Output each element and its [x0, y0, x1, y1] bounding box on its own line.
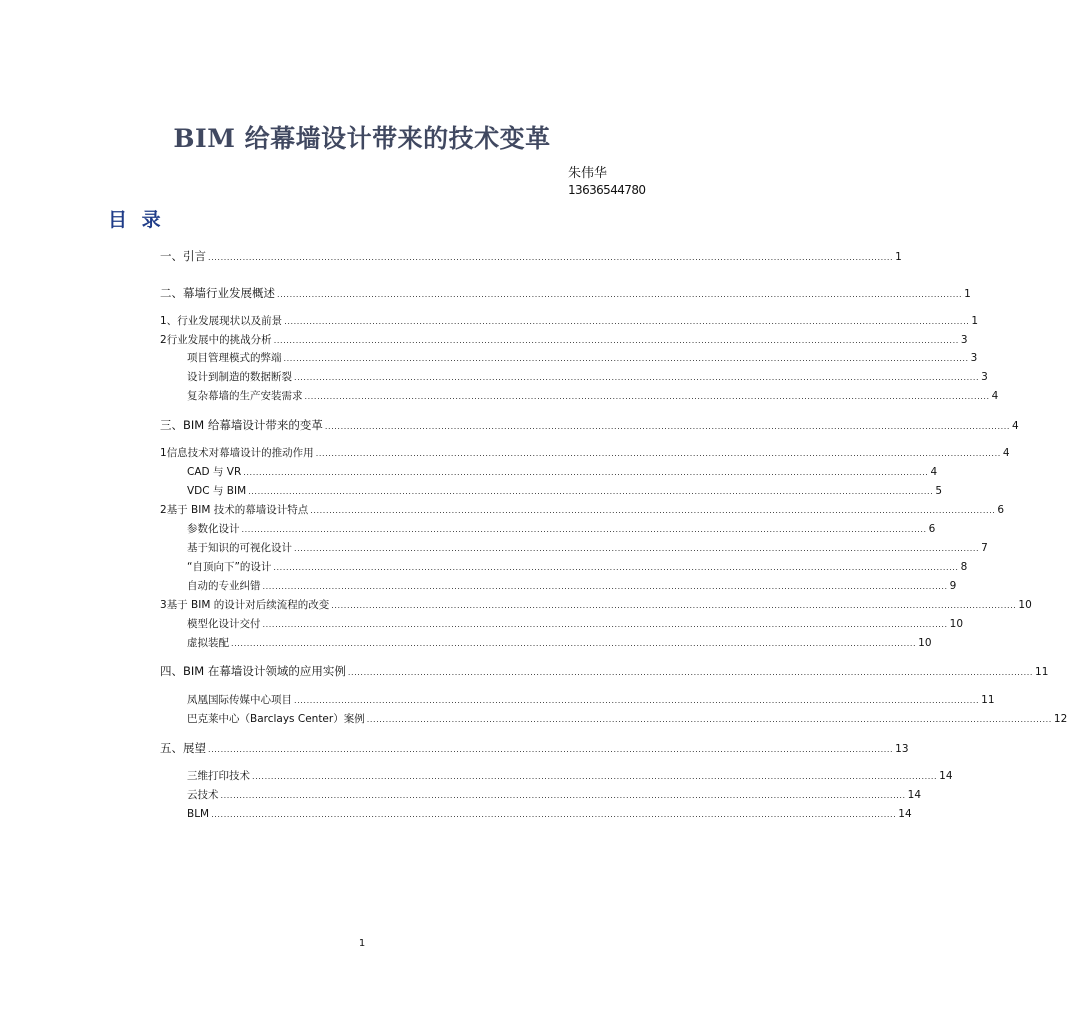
- toc-entry-label: “自顶向下”的设计: [187, 561, 272, 573]
- toc-entry-label: BIM 给幕墙设计带来的变革: [183, 418, 323, 432]
- toc-entry[interactable]: [187, 635, 932, 651]
- toc-entry[interactable]: [187, 350, 978, 366]
- document-title: BIM 给幕墙设计带来的技术变革: [173, 124, 551, 153]
- toc-entry-label: 二、幕墙行业发展概述: [160, 286, 275, 300]
- toc-entry-leader: ..........................................................................................................................................................................................................................: [294, 373, 980, 382]
- toc-entry-leader: ..........................................................................................................................................................................................................................: [294, 544, 980, 553]
- toc-entry-page: 4: [1002, 447, 1010, 459]
- toc-entry-label: 一、引言: [160, 249, 206, 263]
- toc-entry-number: 1: [160, 447, 167, 459]
- toc-entry-label: 行业发展现状以及前景: [177, 315, 283, 327]
- toc-entry[interactable]: [160, 445, 1010, 461]
- toc-entry-page: 8: [960, 561, 968, 573]
- toc-entry-leader: ..........................................................................................................................................................................................................................: [273, 336, 959, 345]
- toc-entry-label: 四、BIM 在幕墙设计领域的应用实例: [160, 664, 346, 678]
- toc-entry-number: 三、: [160, 418, 183, 432]
- toc-entry-number: 1、: [160, 315, 178, 327]
- toc-entry[interactable]: [187, 369, 988, 385]
- toc-entry-label: 基于 BIM 的设计对后续流程的改变: [166, 599, 330, 611]
- toc-entry-page: 1: [895, 251, 902, 263]
- toc-entry[interactable]: [187, 692, 995, 708]
- toc-entry[interactable]: [187, 711, 1067, 727]
- toc-entry-leader: ..........................................................................................................................................................................................................................: [252, 772, 938, 781]
- toc-entry-page: 10: [918, 637, 932, 649]
- toc-entry-label: 参数化设计: [187, 523, 240, 535]
- toc-entry-leader: ..........................................................................................................................................................................................................................: [294, 696, 980, 705]
- toc-entry-page: 1: [964, 288, 971, 300]
- toc-entry-number: 3: [160, 599, 167, 611]
- toc-entry-page: 9: [949, 580, 957, 592]
- toc-entry[interactable]: [187, 521, 936, 537]
- author-name: 朱伟华: [568, 166, 608, 181]
- toc-entry-leader: ..........................................................................................................................................................................................................................: [310, 506, 996, 515]
- toc-entry-leader: ..........................................................................................................................................................................................................................: [277, 290, 963, 299]
- toc-entry-label: 模型化设计交付: [187, 618, 261, 630]
- toc-entry-leader: ..........................................................................................................................................................................................................................: [220, 791, 906, 800]
- toc-entry-leader: ..........................................................................................................................................................................................................................: [283, 354, 969, 363]
- toc-entry-leader: ..........................................................................................................................................................................................................................: [211, 810, 897, 819]
- toc-entry-page: 13: [895, 743, 909, 755]
- toc-entry-label: 复杂幕墙的生产安装需求: [187, 390, 303, 402]
- toc-entry-page: 14: [907, 789, 922, 801]
- toc-entry-bim-changes[interactable]: [160, 417, 1019, 433]
- toc-entry-page: 11: [981, 694, 995, 706]
- toc-entry-leader: ..........................................................................................................................................................................................................................: [262, 582, 948, 591]
- toc-entry-overview[interactable]: [160, 285, 971, 301]
- toc-entry-outlook[interactable]: [160, 740, 909, 756]
- toc-entry-label: 基于知识的可视化设计: [187, 542, 292, 554]
- toc-entry-leader: ..........................................................................................................................................................................................................................: [284, 317, 970, 326]
- toc-entry-page: 3: [960, 334, 968, 346]
- toc-entry[interactable]: [187, 483, 942, 499]
- toc-entry-leader: ..........................................................................................................................................................................................................................: [366, 715, 1052, 724]
- toc-entry-leader: ..........................................................................................................................................................................................................................: [315, 449, 1001, 458]
- page-number: 1: [358, 938, 366, 949]
- toc-entry[interactable]: [187, 768, 953, 784]
- toc-entry[interactable]: [187, 806, 912, 822]
- toc-entry[interactable]: [187, 464, 938, 480]
- toc-entry-intro[interactable]: [160, 248, 902, 264]
- toc-entry-number: 2: [160, 334, 167, 346]
- toc-entry-page: 6: [997, 504, 1005, 516]
- toc-entry-leader: ..........................................................................................................................................................................................................................: [304, 392, 990, 401]
- toc-entry-label: 三维打印技术: [187, 770, 250, 782]
- toc-entry-label: 行业发展中的挑战分析: [166, 334, 272, 346]
- toc-entry-label: VDC 与 BIM: [187, 485, 247, 497]
- toc-entry-leader: ..........................................................................................................................................................................................................................: [248, 487, 934, 496]
- toc-entry-label: 云技术: [187, 789, 219, 801]
- toc-entry-applications[interactable]: [160, 663, 1049, 679]
- toc-entry-page: 11: [1035, 666, 1049, 678]
- toc-entry-page: 14: [939, 770, 953, 782]
- toc-heading: 目 录: [108, 209, 165, 231]
- toc-entry-label: 项目管理模式的弊端: [187, 352, 282, 364]
- toc-entry-leader: ..........................................................................................................................................................................................................................: [324, 422, 1011, 431]
- toc-entry[interactable]: [160, 332, 968, 348]
- toc-entry-leader: ..........................................................................................................................................................................................................................: [208, 745, 894, 754]
- author-phone: 13636544780: [568, 183, 646, 197]
- toc-entry[interactable]: [187, 578, 957, 594]
- toc-entry[interactable]: [187, 388, 999, 404]
- toc-entry-leader: ..........................................................................................................................................................................................................................: [208, 253, 894, 262]
- toc-entry-page: 5: [935, 485, 942, 497]
- toc-entry-leader: ..........................................................................................................................................................................................................................: [243, 468, 929, 477]
- toc-entry-leader: ..........................................................................................................................................................................................................................: [241, 525, 927, 534]
- toc-entry[interactable]: [187, 616, 964, 632]
- toc-entry[interactable]: [160, 502, 1005, 518]
- toc-entry-page: 3: [981, 371, 988, 383]
- toc-entry-page: 10: [949, 618, 964, 630]
- toc-entry-leader: ..........................................................................................................................................................................................................................: [273, 563, 959, 572]
- toc-entry-page: 4: [991, 390, 999, 402]
- toc-entry-label: 设计到制造的数据断裂: [187, 371, 292, 383]
- toc-entry-page: 3: [970, 352, 978, 364]
- toc-entry-label: BLM: [187, 808, 210, 820]
- toc-entry-label: 自动的专业纠错: [187, 580, 261, 592]
- toc-entry-leader: ..........................................................................................................................................................................................................................: [262, 620, 948, 629]
- toc-entry-page: 10: [1018, 599, 1032, 611]
- toc-entry-label: CAD 与 VR: [187, 466, 242, 478]
- toc-entry-page: 6: [928, 523, 936, 535]
- toc-entry-page: 7: [981, 542, 988, 554]
- toc-entry-page: 14: [898, 808, 912, 820]
- toc-entry-leader: ..........................................................................................................................................................................................................................: [347, 668, 1034, 677]
- toc-entry[interactable]: [187, 787, 922, 803]
- toc-entry-page: 12: [1053, 713, 1067, 725]
- toc-entry-label: 虚拟装配: [187, 637, 229, 649]
- toc-entry[interactable]: [160, 313, 979, 329]
- toc-entry-label: 凤凰国际传媒中心项目: [187, 694, 292, 706]
- toc-entry-leader: ..........................................................................................................................................................................................................................: [231, 639, 917, 648]
- toc-entry-label: 信息技术对幕墙设计的推动作用: [166, 447, 314, 459]
- toc-entry-page: 1: [971, 315, 979, 327]
- toc-entry-leader: ..........................................................................................................................................................................................................................: [331, 601, 1017, 610]
- toc-entry-page: 4: [930, 466, 938, 478]
- toc-entry[interactable]: [187, 559, 968, 575]
- toc-entry[interactable]: [187, 540, 988, 556]
- toc-entry-label: 基于 BIM 技术的幕墙设计特点: [166, 504, 309, 516]
- toc-entry-page: 4: [1012, 420, 1019, 432]
- toc-entry-number: 2: [160, 504, 167, 516]
- toc-entry[interactable]: [160, 597, 1032, 613]
- toc-entry-label: 五、展望: [160, 741, 206, 755]
- toc-entry-label: 巴克莱中心（Barclays Center）案例: [187, 713, 365, 725]
